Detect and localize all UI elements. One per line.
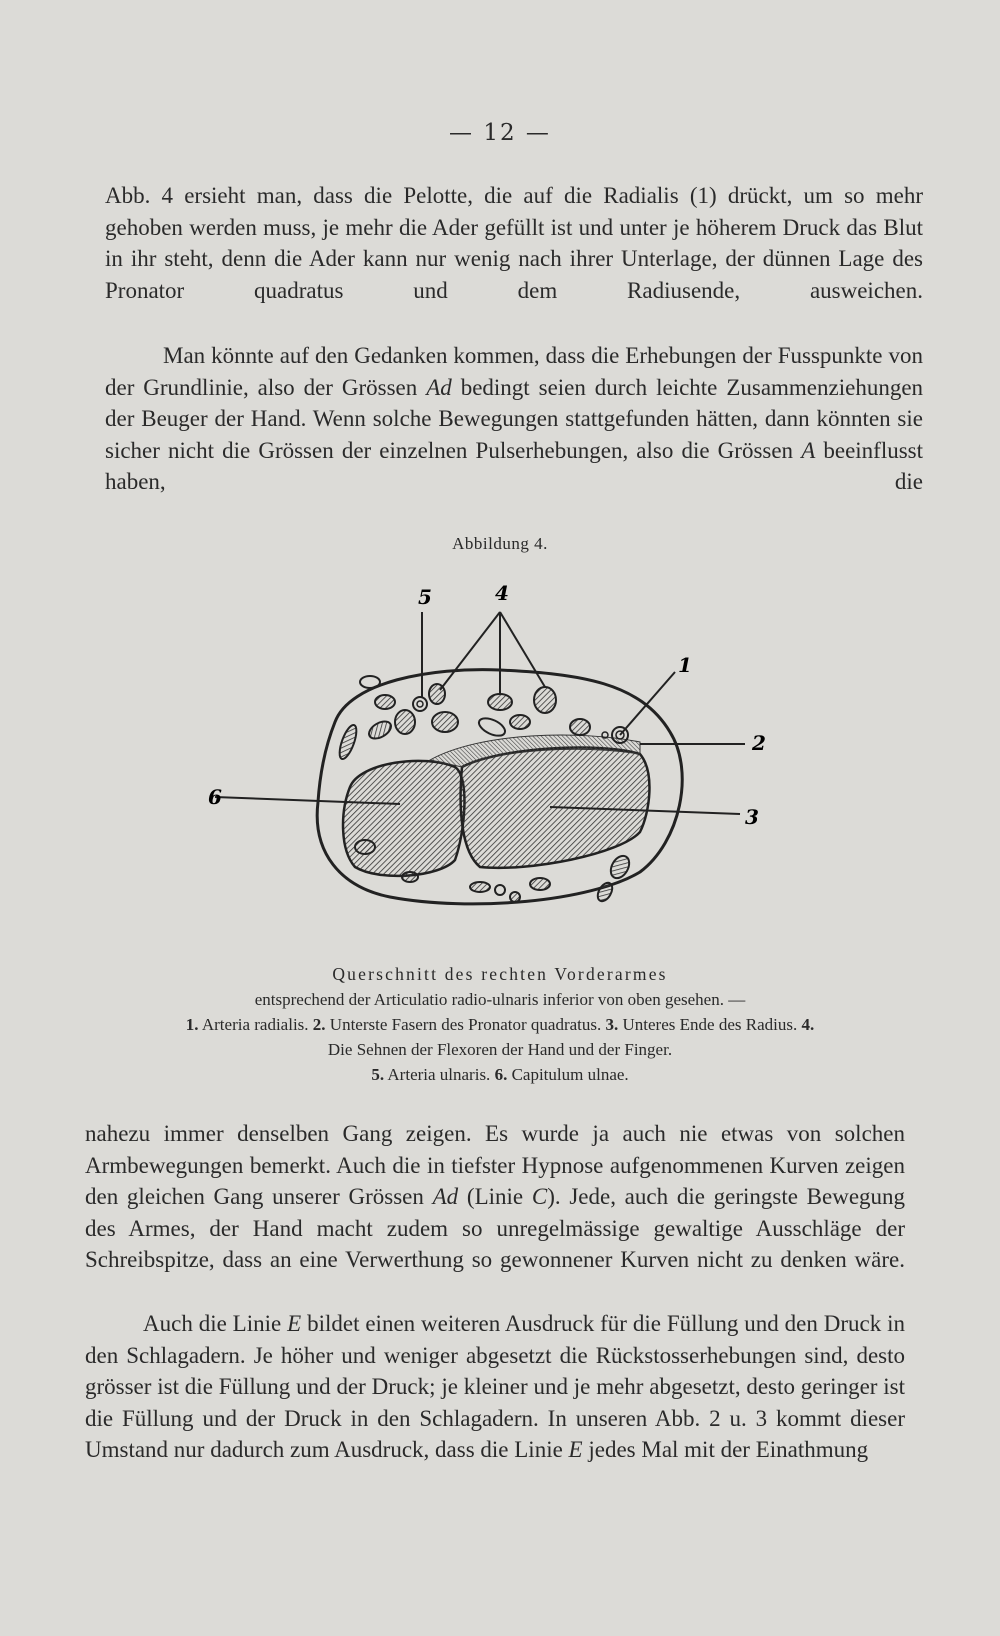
figure-label-5: 5 [418, 585, 432, 609]
tendon-shape [530, 878, 550, 890]
tendon-shape [570, 719, 590, 735]
tendon-shape [355, 840, 375, 854]
text-segment: jedes Mal mit der Einathmung [588, 1437, 869, 1462]
figure-label-1: 1 [678, 653, 692, 677]
formula-ad: Ad [426, 374, 452, 400]
tendon-shape [366, 718, 394, 742]
caption-line [180, 1012, 820, 1062]
paragraph-abb4: Abb. 4 ersieht man, dass die Pelotte, die auf die Radialis (1) drückt, um so mehr gehoben werden muss, je mehr die Ader gefüllt ist und unter je höherem Druck das Blut in ihr steht, denn die Ader kann nur wenig nach ihrer Unterlage, der dünnen Lage des Pronator quadratus und dem Radiusende, ausweichen. [105, 183, 923, 303]
caption-line [180, 1062, 820, 1087]
caption-heading: Querschnitt des rechten Vorderarmes [332, 964, 668, 984]
forearm-cross-section-figure [200, 582, 820, 952]
tendon-shape [375, 695, 395, 709]
figure-title: Abbildung 4. [452, 534, 548, 553]
text-segment: bedingt seien durch leichte Zusammenziehungen der Beuger der Hand. Wenn solche Bewegungen stattgefunden hätten, dann könnten sie sicher nicht die Grössen der einzelnen Pulserhebungen, also die Grössen [105, 374, 924, 463]
tendon-shape [534, 687, 556, 713]
tendon-shape [432, 712, 458, 732]
caption-item-number: 4. [801, 1015, 815, 1034]
figure-label-6: 6 [208, 785, 222, 809]
formula-e: E [287, 1311, 302, 1336]
caption-line: entsprechend der Articulatio radio-ulnaris inferior von oben gesehen. — [254, 990, 746, 1009]
caption-item-number: 2. [312, 1015, 326, 1034]
caption-item-number: 3. [605, 1015, 619, 1034]
figure-label-4: 4 [495, 582, 509, 605]
tendon-shape [395, 710, 415, 734]
leader-line-4a [440, 612, 500, 690]
text-segment: Man könnte auf den Gedanken kommen, dass die Erhebungen der Fusspunkte von der Grundlinie, also der Grössen [105, 343, 923, 400]
tendon-shape [510, 715, 530, 729]
paragraph-linie-e [85, 1308, 905, 1466]
caption-item-number: 5. [371, 1065, 385, 1084]
caption-item-text: Capitulum ulnae. [511, 1065, 629, 1084]
caption-item-number: 1. [185, 1015, 199, 1034]
vessel-lumen [417, 701, 423, 707]
formula-a: A [801, 437, 816, 463]
tendon-shape [470, 882, 490, 892]
figure-caption [180, 962, 820, 1087]
tendon-shape [488, 694, 512, 710]
arteria-ulnaris-shape [413, 697, 427, 711]
paragraph-gedanken [105, 340, 923, 498]
paragraph-nahezu [85, 1118, 905, 1276]
caption-item-text: Die Sehnen der Flexoren der Hand und der Finger. [327, 1040, 673, 1059]
vessel-shape [510, 892, 520, 902]
text-segment: bildet einen weiteren Ausdruck für die Füllung und den Druck in den Schlagadern. Je höher und weniger abgesetzt die Rückstosserhebungen sind, desto grösser ist die Füllung und der Druck; je kleiner und je mehr abgesetzt, desto geringer ist die Füllung und der Druck in den Schlagadern. In unseren Abb. 2 u. 3 kommt dieser Umstand nur dadurch zum Ausdruck, dass die Linie [85, 1311, 906, 1462]
figure-label-3: 3 [745, 805, 759, 829]
figure-label-2: 2 [752, 731, 766, 755]
vessel-shape [495, 885, 505, 895]
formula-e: E [568, 1437, 583, 1462]
text-segment: (Linie [466, 1184, 524, 1209]
caption-item-text: Unteres Ende des Radius. [622, 1015, 798, 1034]
tendon-shape [476, 715, 507, 740]
text-segment: ). Jede, auch die geringste Bewegung des Armes, der Hand macht zudem so unregelmässige gewaltige Ausschläge der Schreibspitze, dass an eine Verwerthung so gewonnener Kurven nicht zu denken wäre. [85, 1184, 906, 1272]
capitulum-ulnae-shape [343, 761, 464, 876]
text-segment: nahezu immer denselben Gang zeigen. Es wurde ja auch nie etwas von solchen Armbewegungen bemerkt. Auch die in tiefster Hypnose aufgenommenen Kurven zeigen den gleichen Gang unserer Grössen [85, 1121, 905, 1209]
text-segment: Auch die Linie [143, 1311, 282, 1336]
page-number: — 12 — [449, 120, 551, 146]
leader-line-4c [500, 612, 545, 687]
formula-c: C [531, 1184, 548, 1209]
caption-item-text: Arteria radialis. [201, 1015, 309, 1034]
caption-item-number: 6. [494, 1065, 508, 1084]
formula-ad: Ad [432, 1184, 459, 1209]
text-segment: beeinflusst haben, die [105, 437, 924, 494]
cross-section-illustration [200, 582, 820, 952]
tendon-shape [360, 676, 380, 688]
tendon-shape [336, 723, 360, 761]
caption-item-text: Arteria ulnaris. [387, 1065, 491, 1084]
tendon-shape [402, 872, 418, 882]
caption-item-text: Unterste Fasern des Pronator quadratus. [329, 1015, 602, 1034]
